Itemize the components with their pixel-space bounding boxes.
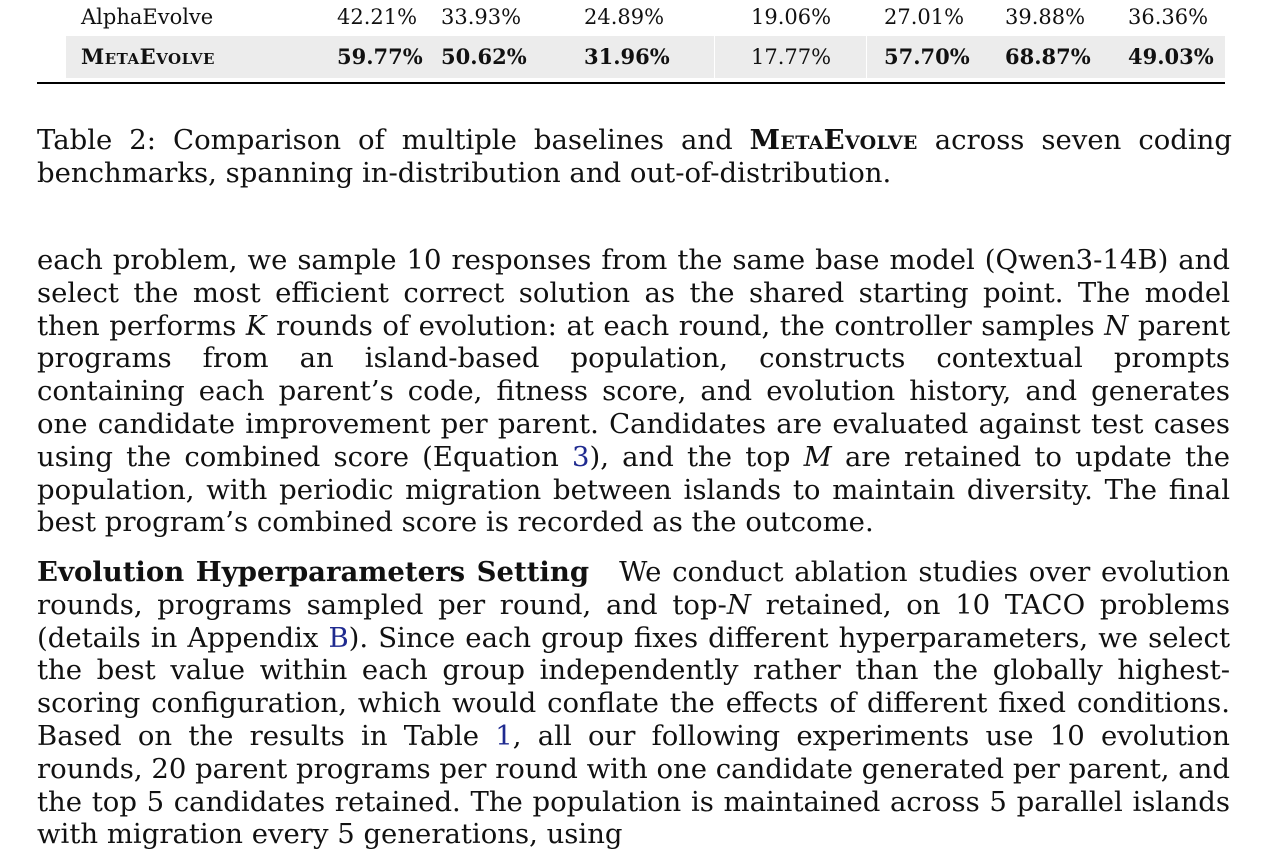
caption-suffix: across seven coding benchmarks, spanning in-distribution and out-of-distribution. (37, 124, 1232, 189)
score-cell: 68.87% (1005, 44, 1091, 69)
equation-ref-link[interactable]: 3 (571, 440, 590, 473)
table-ref-link[interactable]: 1 (495, 719, 513, 752)
score-cell: 42.21% (337, 5, 418, 29)
paragraph-heading: Evolution Hyperparameters Setting (37, 556, 590, 588)
score-cell: 19.06% (751, 5, 832, 29)
score-cell: 39.88% (1005, 5, 1086, 29)
table-row (37, 0, 1225, 34)
paragraph-text: retained, on 10 TACO problems (details in Appendix (37, 588, 1230, 654)
math-var: N (1104, 309, 1129, 342)
paragraph-text: ). Since each group fixes different hyperparameters, we select the best value within each group independently rather than the globally highest-scoring configuration, which would conflate the effects of different fixed conditions. Based on the results in Table (37, 621, 1230, 752)
caption-prefix: Table 2: Comparison of multiple baselines and (37, 124, 750, 156)
score-cell: 24.89% (584, 5, 665, 29)
body-paragraph (37, 244, 1230, 539)
paragraph-text: are retained to update the population, with periodic migration between islands to maintain diversity. The final best program’s combined score is recorded as the outcome. (37, 440, 1230, 539)
paragraph-text: ), and the top (589, 440, 804, 473)
table-caption (37, 124, 1232, 190)
score-cell: 36.36% (1128, 5, 1209, 29)
score-cell: 57.70% (884, 44, 970, 69)
column-separator (714, 36, 715, 78)
score-cell: 31.96% (584, 44, 670, 69)
score-cell: 27.01% (884, 5, 965, 29)
method-cell: AlphaEvolve (81, 5, 214, 29)
paragraph-text: rounds of evolution: at each round, the controller samples (266, 309, 1105, 342)
table-bottom-rule (37, 82, 1225, 84)
math-var: K (245, 309, 267, 342)
paper-page (37, 0, 1232, 851)
math-var: N (726, 588, 751, 621)
table-row-highlighted (66, 36, 1225, 78)
score-cell: 50.62% (441, 44, 527, 69)
paragraph-text: each problem, we sample 10 responses from the same base model (Qwen3-14B) and select the most efficient correct solution as the shared starting point. The model then performs (37, 244, 1230, 342)
paragraph-text: We conduct ablation studies over evolution rounds, programs sampled per round, and top- (37, 556, 1230, 621)
score-cell: 33.93% (441, 5, 522, 29)
paragraph-text: parent programs from an island-based population, constructs contextual prompts containing each parent’s code, fitness score, and evolution history, and generates one candidate improvement per parent. Candidates are evaluated against test cases using the combined score (Equation (37, 309, 1230, 473)
method-cell: MetaEvolve (81, 44, 215, 69)
score-cell: 49.03% (1128, 44, 1214, 69)
math-var: M (803, 440, 832, 473)
score-cell: 17.77% (751, 45, 832, 69)
caption-method-name: MetaEvolve (749, 124, 918, 156)
score-cell: 59.77% (337, 44, 423, 69)
column-separator (866, 36, 867, 78)
body-paragraph (37, 556, 1230, 851)
results-table-fragment (37, 0, 1225, 86)
appendix-ref-link[interactable]: B (328, 621, 349, 654)
paragraph-text: , all our following experiments use 10 evolution rounds, 20 parent programs per round with one candidate generated per parent, and the top 5 candidates retained. The population is maintained across 5 parallel islands with migration every 5 generations, using (37, 719, 1230, 851)
